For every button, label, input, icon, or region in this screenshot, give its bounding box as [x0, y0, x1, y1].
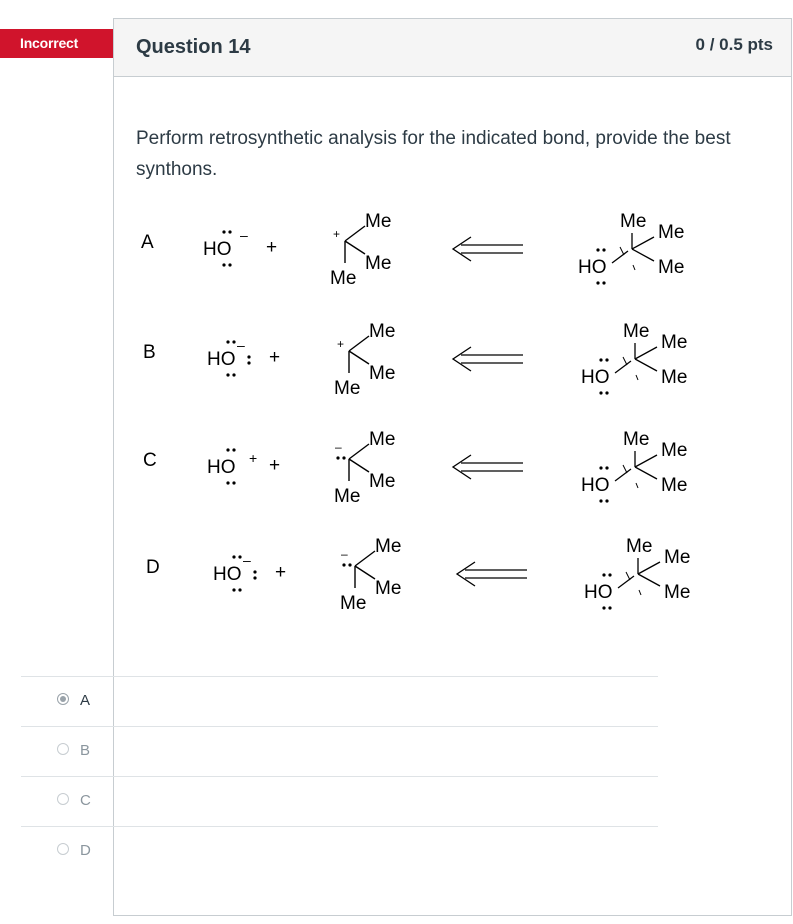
product-lone-pair-top [596, 248, 605, 251]
disconnection-mark [626, 572, 630, 580]
lone-pair-bottom [222, 263, 231, 266]
nucleophile-ho: HO [203, 239, 232, 260]
disconnection-mark [620, 247, 624, 255]
product-ho: HO [581, 367, 610, 388]
lone-pair-right [247, 355, 250, 364]
answer-label-d: D [80, 842, 91, 859]
methyl-label: Me [365, 253, 392, 274]
option-letter: D [146, 557, 160, 578]
disconnection-mark [623, 465, 627, 473]
retro-arrowhead [453, 347, 471, 371]
nucleophile-ho: HO [213, 564, 242, 585]
answer-label-b: B [80, 742, 91, 759]
product-bond-o [612, 251, 628, 263]
carbanion-charge: – [335, 440, 342, 454]
answer-radio-d[interactable] [57, 843, 69, 855]
product-lone-pair-bottom [599, 391, 608, 394]
lone-pair-top [222, 230, 231, 233]
product-methyl: Me [661, 475, 688, 496]
product-ho: HO [581, 475, 610, 496]
methyl-label: Me [334, 378, 361, 399]
question-points: 0 / 0.5 pts [695, 35, 773, 54]
product-bond-right [635, 347, 657, 359]
answer-radio-a[interactable] [57, 693, 69, 705]
methyl-label: Me [375, 578, 402, 599]
plus-sign: + [269, 347, 281, 368]
methyl-label: Me [365, 211, 392, 232]
product-bond-o [615, 361, 631, 373]
product-methyl: Me [661, 332, 688, 353]
methyl-label: Me [340, 593, 367, 614]
product-methyl: Me [626, 536, 653, 557]
lone-pair-bottom [232, 588, 241, 591]
retro-arrowhead [453, 237, 471, 261]
scheme-row-b [143, 321, 687, 399]
plus-sign: + [269, 455, 281, 476]
methyl-label: Me [369, 429, 396, 450]
product-bond-down [635, 359, 657, 371]
lone-pair-right [253, 570, 256, 579]
bond-right [355, 566, 375, 579]
scheme-row-c [143, 429, 687, 507]
bond-up [349, 444, 369, 459]
methyl-label: Me [330, 268, 357, 289]
answer-option-a[interactable] [21, 676, 658, 726]
nucleophile-ho: HO [207, 457, 236, 478]
product-methyl: Me [620, 211, 647, 232]
product-methyl: Me [664, 582, 691, 603]
methyl-label: Me [375, 536, 402, 557]
product-lone-pair-bottom [599, 499, 608, 502]
product-bond-down [638, 574, 660, 586]
option-letter: A [141, 232, 154, 253]
retrosynthesis-scheme [133, 195, 773, 625]
answer-radio-b[interactable] [57, 743, 69, 755]
product-bond-right [638, 562, 660, 574]
product-lone-pair-top [599, 466, 608, 469]
product-bond-right [635, 455, 657, 467]
product-ho: HO [578, 257, 607, 278]
scheme-row-a [141, 211, 684, 289]
incorrect-label: Incorrect [20, 35, 79, 51]
product-methyl: Me [661, 440, 688, 461]
lone-pair-bottom [226, 481, 235, 484]
incorrect-badge [0, 29, 114, 58]
product-methyl: Me [623, 429, 650, 450]
lone-pair-top [226, 448, 235, 451]
disconnection-mark [636, 483, 638, 488]
cation-charge: + [337, 337, 345, 351]
nucleophile-charge: – [240, 227, 248, 243]
product-ho: HO [584, 582, 613, 603]
retro-arrowhead [453, 455, 471, 479]
nucleophile-charge: – [237, 337, 245, 353]
product-methyl: Me [664, 547, 691, 568]
product-methyl: Me [661, 367, 688, 388]
product-lone-pair-top [602, 573, 611, 576]
answer-option-c[interactable] [21, 776, 658, 826]
bond-right [345, 241, 365, 254]
disconnection-mark [633, 265, 635, 270]
disconnection-mark [639, 590, 641, 595]
plus-sign: + [275, 562, 287, 583]
cation-charge: + [333, 227, 341, 241]
answer-radio-c[interactable] [57, 793, 69, 805]
product-lone-pair-bottom [602, 606, 611, 609]
methyl-label: Me [369, 471, 396, 492]
scheme-row-d [146, 536, 690, 614]
bond-up [349, 336, 369, 351]
product-bond-o [615, 469, 631, 481]
bond-right [349, 351, 369, 364]
answer-option-d[interactable] [21, 826, 658, 876]
bond-up [355, 551, 375, 566]
product-lone-pair-bottom [596, 281, 605, 284]
nucleophile-charge: + [249, 450, 258, 466]
carbanion-charge: – [341, 547, 348, 561]
disconnection-mark [623, 357, 627, 365]
product-lone-pair-top [599, 358, 608, 361]
lone-pair-bottom [226, 373, 235, 376]
lone-pair-top [232, 555, 241, 558]
carbanion-lone-pair [342, 563, 351, 566]
answer-option-b[interactable] [21, 726, 658, 776]
product-methyl: Me [623, 321, 650, 342]
bond-up [345, 226, 365, 241]
methyl-label: Me [334, 486, 361, 507]
option-letter: B [143, 342, 156, 363]
product-methyl: Me [658, 257, 685, 278]
option-letter: C [143, 450, 157, 471]
methyl-label: Me [369, 363, 396, 384]
question-title: Question 14 [136, 36, 251, 58]
product-bond-down [635, 467, 657, 479]
carbanion-lone-pair [336, 456, 345, 459]
answer-label-c: C [80, 792, 91, 809]
question-text: Perform retrosynthetic analysis for the indicated bond, provide the best synthons. [136, 128, 731, 180]
product-bond-down [632, 249, 654, 261]
lone-pair-top [226, 340, 235, 343]
product-bond-o [618, 576, 634, 588]
nucleophile-charge: – [243, 552, 251, 568]
disconnection-mark [636, 375, 638, 380]
question-header [114, 19, 791, 77]
product-methyl: Me [658, 222, 685, 243]
product-bond-right [632, 237, 654, 249]
answer-list [21, 676, 658, 876]
retro-arrowhead [457, 562, 475, 586]
bond-right [349, 459, 369, 472]
plus-sign: + [266, 237, 278, 258]
nucleophile-ho: HO [207, 349, 236, 370]
methyl-label: Me [369, 321, 396, 342]
answer-label-a: A [80, 692, 91, 709]
